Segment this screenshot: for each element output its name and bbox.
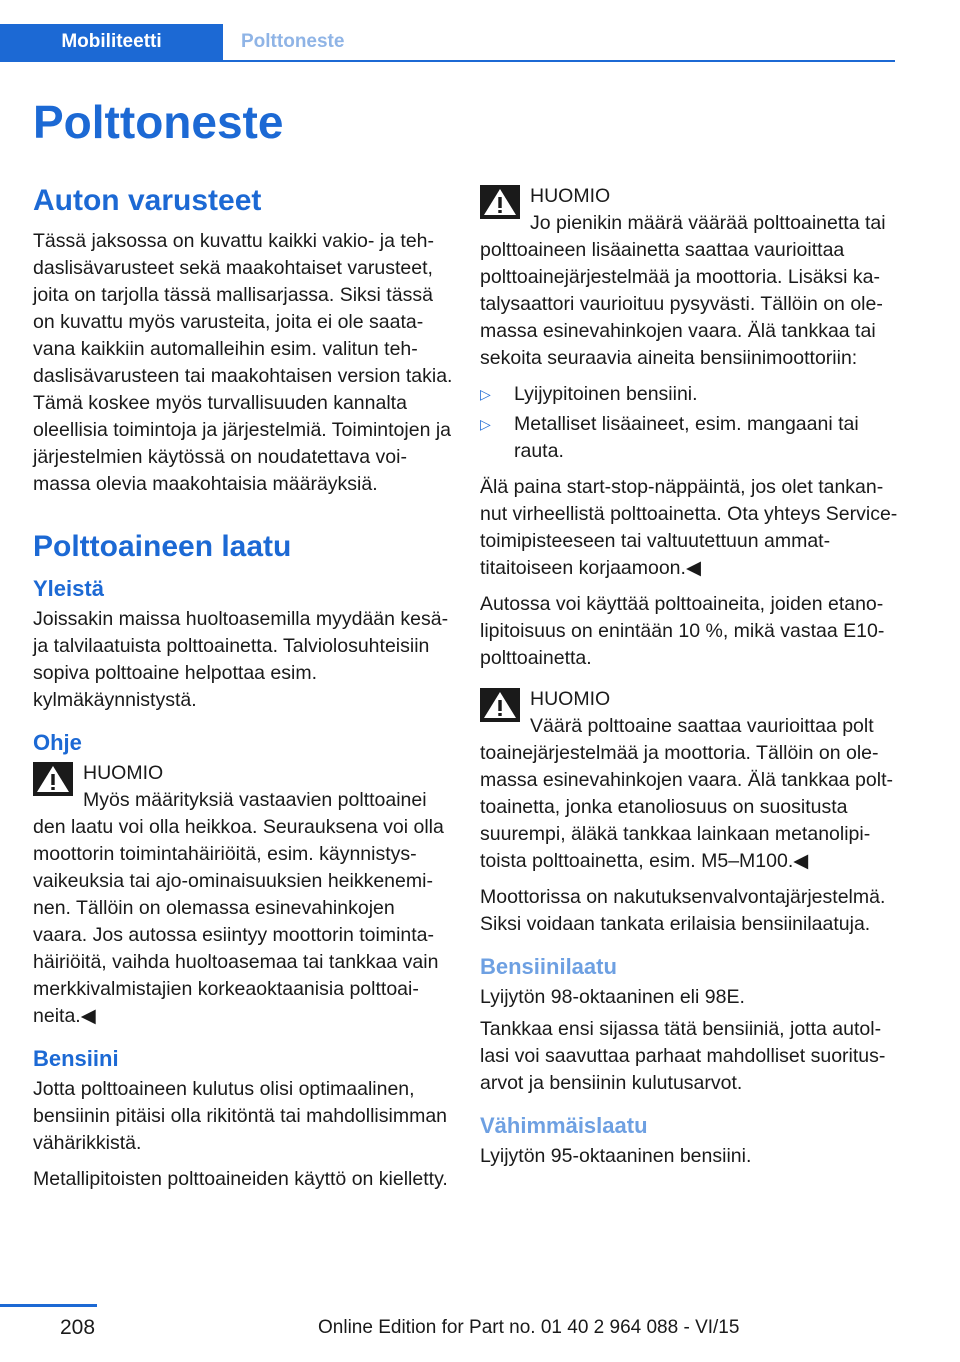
warning-first-line: Myös määrityksiä vastaavien polttoainei	[83, 789, 427, 811]
list-item	[480, 381, 898, 408]
warning-icon	[480, 185, 520, 219]
warning-label: HUOMIO	[530, 185, 611, 207]
warning-text: polttoaineen lisäainetta saattaa vaurioittaa polttoainejärjestelmää ja moottoria. Lisäksi katalysaattori vaurioituu pysyvästi. Tällöin on olemassa esinevahinkojen vaara. Älä tankkaa tai sekoita seuraavia aineita bensiinimoottoriin:	[480, 239, 883, 369]
tab-mobiliteetti[interactable]: Mobiliteetti	[0, 24, 223, 60]
page-title: Polttoneste	[33, 96, 284, 148]
tab-polttoneste[interactable]: Polttoneste	[223, 24, 895, 60]
triangle-bullet-icon: ▷	[480, 386, 491, 402]
paragraph-etanoli: Autossa voi käyttää polttoaineita, joiden etanolipitoisuus on enintään 10 %, mikä vastaa E10-polttoainetta.	[480, 593, 885, 669]
list-item	[480, 411, 898, 465]
heading-polttoaineen-laatu: Polttoaineen laatu	[33, 530, 292, 563]
warning-block-1	[33, 760, 453, 1030]
list-item-text: Metalliset lisäaineet, esim. mangaani tai rauta.	[514, 413, 859, 462]
paragraph-bensiini-2: Metallipitoisten polttoaineiden käyttö on kielletty.	[33, 1168, 448, 1190]
warning-label: HUOMIO	[83, 762, 164, 784]
paragraph-start-stop: Älä paina start-stop-näppäintä, jos olet tankannut virheellistä polttoainetta. Ota yhteys Service-toimipisteeseen tai valtuutettuun ammattitaitoiseen korjaamoon.◀	[480, 476, 898, 579]
forbidden-list	[480, 381, 898, 465]
warning-text: toainejärjestelmää ja moottoria. Tällöin on olemassa esinevahinkojen vaara. Älä tankkaa polttoainetta, jonka etanoliosuus on suositusta suurempi, äläkä tankkaa lainkaan metanolipitoista polttoainetta, esim. M5–M100.◀	[480, 742, 893, 872]
footer-edition: Online Edition for Part no. 01 40 2 964 088 - VI/15	[318, 1317, 740, 1338]
paragraph-moottori: Moottorissa on nakutuksenvalvontajärjestelmä. Siksi voidaan tankata erilaisia bensiinilaatuja.	[480, 886, 886, 935]
footer-rule	[0, 1304, 97, 1307]
heading-ohje: Ohje	[33, 730, 82, 755]
right-column	[480, 183, 898, 1179]
warning-block-3	[480, 686, 898, 875]
paragraph-bensiinilaatu-1: Lyijytön 98-oktaaninen eli 98E.	[480, 986, 745, 1008]
tab-underline	[0, 60, 895, 62]
paragraph-auton-varusteet: Tässä jaksossa on kuvattu kaikki vakio- ja tehdaslisävarusteet sekä maakohtaiset varusteet, joita on tarjolla tässä mallisarjassa. Siksi tässä on kuvattu myös varusteita, joita ei ole saatavana kaikkiin automalleihin esim. valitun tehdaslisävarusteen tai maakohtaisen version takia. Tämä koskee myös turvallisuuden kannalta oleellisia toimintoja ja järjestelmiä. Toimintojen ja järjestelmien käytössä on noudatettava voimassa olevia maakohtaisia määräyksiä.	[33, 230, 453, 495]
paragraph-bensiini-1: Jotta polttoaineen kulutus olisi optimaalinen, bensiinin pitäisi olla rikitöntä tai mahdollisimman vähärikkistä.	[33, 1078, 448, 1154]
warning-first-line: Jo pienikin määrä väärää polttoainetta tai	[530, 212, 886, 234]
paragraph-yleista: Joissakin maissa huoltoasemilla myydään kesä- ja talvilaatuista polttoainetta. Talviolosuhteisiin sopiva polttoaine helpottaa esim. kylmäkäynnistystä.	[33, 608, 449, 711]
heading-auton-varusteet: Auton varusteet	[33, 184, 262, 217]
warning-label: HUOMIO	[530, 688, 611, 710]
heading-bensiinilaatu: Bensiinilaatu	[480, 954, 617, 979]
warning-icon	[33, 762, 73, 796]
heading-yleista: Yleistä	[33, 576, 104, 601]
paragraph-vahimmaislaatu: Lyijytön 95-oktaaninen bensiini.	[480, 1145, 752, 1167]
list-item-text: Lyijypitoinen bensiini.	[514, 383, 698, 405]
paragraph-bensiinilaatu-2: Tankkaa ensi sijassa tätä bensiiniä, jotta autollasi voi saavuttaa parhaat mahdolliset suoritusarvot ja bensiinin kulutusarvot.	[480, 1018, 886, 1094]
triangle-bullet-icon: ▷	[480, 416, 491, 432]
warning-icon	[480, 688, 520, 722]
left-column	[33, 182, 453, 1202]
heading-vahimmaislaatu: Vähimmäislaatu	[480, 1113, 648, 1138]
warning-text: den laatu voi olla heikkoa. Seurauksena voi olla moottorin toimintahäiriöitä, esim. käynnistysvaikeuksia tai ajo-ominaisuuksien heikkeneminen. Tällöin on olemassa esinevahinkojen vaara. Jos autossa esiintyy moottorin toimintahäiriöitä, vaihda huoltoasemaa tai tankkaa vain merkkivalmistajien korkeaoktaanisia polttoaineita.◀	[33, 816, 444, 1027]
warning-first-line: Väärä polttoaine saattaa vaurioittaa polt	[530, 715, 874, 737]
warning-block-2	[480, 183, 898, 372]
heading-bensiini: Bensiini	[33, 1046, 119, 1071]
page-number: 208	[60, 1316, 96, 1339]
chapter-tabs	[0, 24, 895, 62]
